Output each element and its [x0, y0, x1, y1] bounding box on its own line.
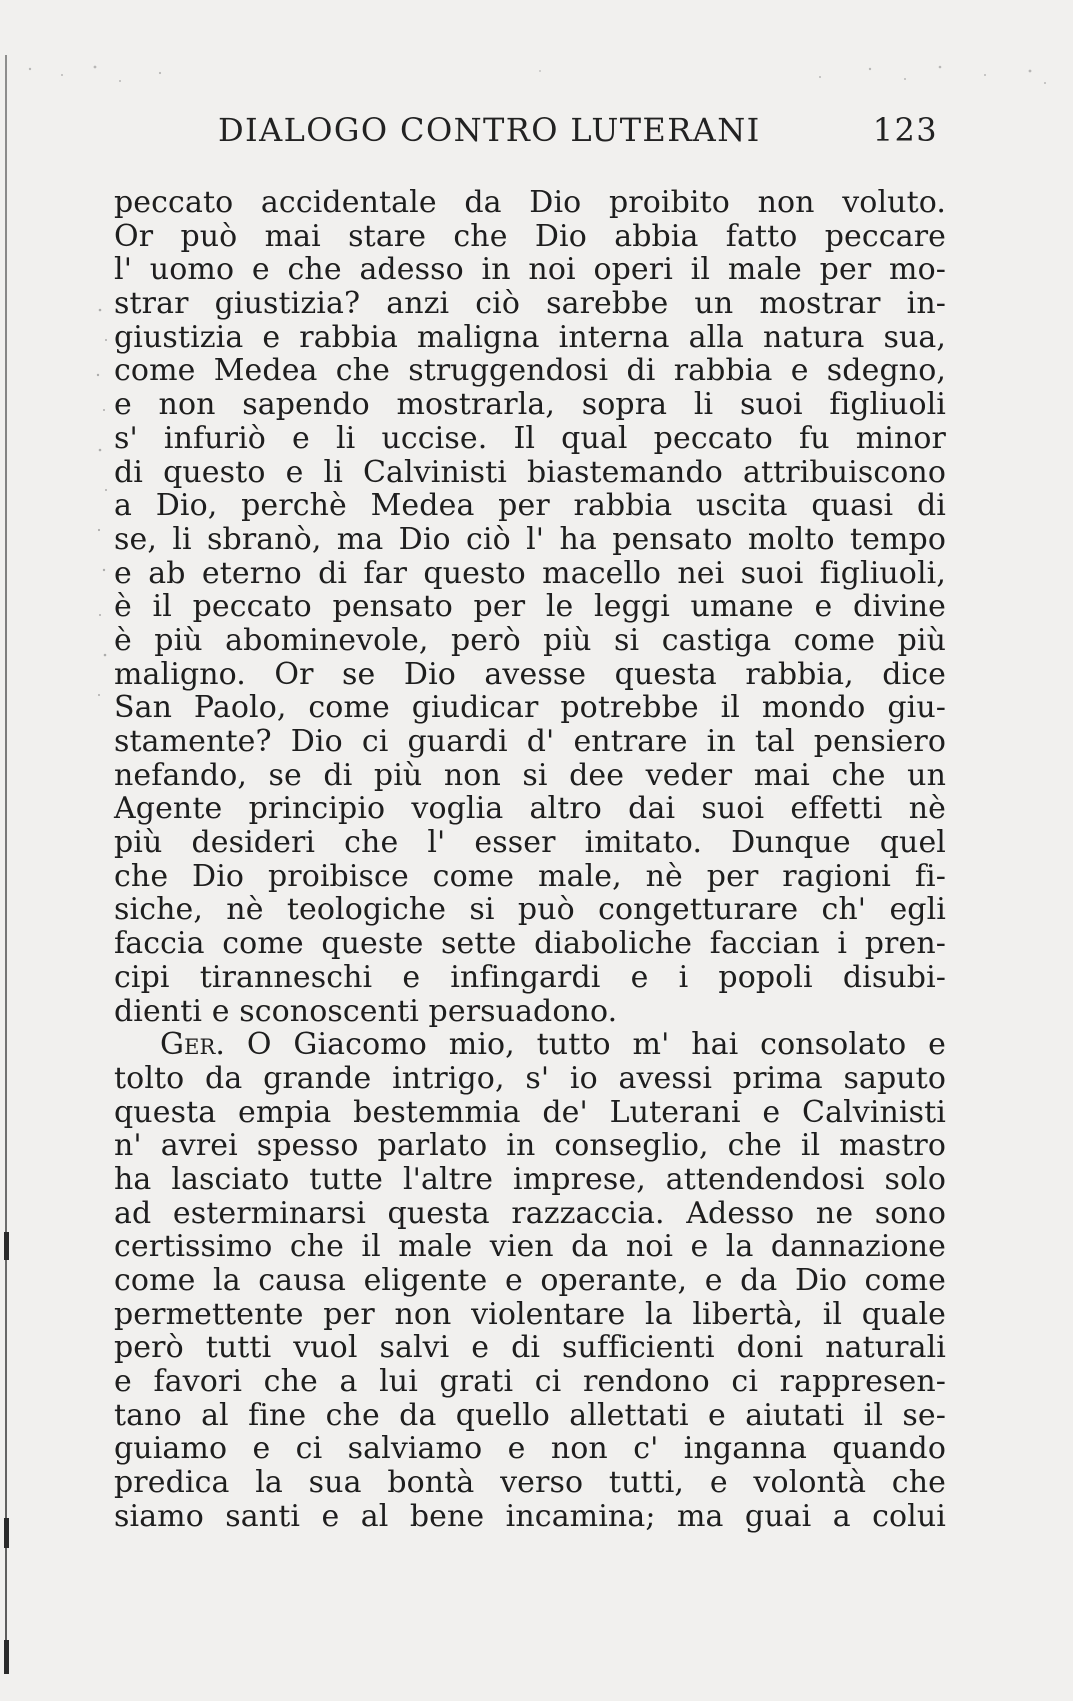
- text-line: n' avrei spesso parlato in conseglio, che il mastro: [114, 1128, 946, 1164]
- paragraph-2: [114, 1028, 946, 1533]
- text-line: questa empia bestemmia de' Luterani e Calvinisti: [114, 1094, 946, 1130]
- text-line: nefando, se di più non si dee veder mai che un: [114, 757, 946, 793]
- speaker-line-text: O Giacomo mio, tutto m' hai consolato e: [246, 1027, 947, 1063]
- edge-ink-mark: [4, 1640, 9, 1674]
- text-line: peccato accidentale da Dio proibito non voluto.: [114, 185, 946, 220]
- text-line: è più abominevole, però più si castiga come più: [114, 622, 946, 658]
- text-line: Or può mai stare che Dio abbia fatto peccare: [114, 218, 946, 254]
- speaker-label: Ger.: [160, 1027, 226, 1063]
- text-line: guiamo e ci salviamo e non c' inganna quando: [114, 1431, 946, 1467]
- speaker-line: [114, 1028, 946, 1062]
- gutter-speckles: [94, 300, 116, 720]
- text-line: se, li sbranò, ma Dio ciò l' ha pensato molto tempo: [114, 521, 946, 557]
- paragraph-1: [114, 186, 946, 1028]
- text-line: tano al fine che da quello allettati e aiutati il se-: [114, 1397, 946, 1433]
- text-line: dienti e sconoscenti persuadono.: [114, 993, 618, 1029]
- text-line: e non sapendo mostrarla, sopra li suoi figliuoli: [114, 387, 946, 423]
- text-line: faccia come queste sette diaboliche faccian i pren-: [114, 926, 946, 962]
- text-line: a Dio, perchè Medea per rabbia uscita quasi di: [114, 488, 946, 524]
- text-line: che Dio proibisce come male, nè per ragioni fi-: [114, 858, 946, 894]
- text-line: più desideri che l' esser imitato. Dunque quel: [114, 825, 946, 861]
- text-line: come Medea che struggendosi di rabbia e sdegno,: [114, 353, 946, 389]
- text-line: ad esterminarsi questa razzaccia. Adesso ne sono: [114, 1195, 946, 1231]
- text-line: e ab eterno di far questo macello nei suoi figliuoli,: [114, 555, 946, 591]
- text-line: è il peccato pensato per le leggi umane e divine: [114, 589, 946, 625]
- text-line: cipi tiranneschi e infingardi e i popoli disubi-: [114, 959, 946, 995]
- text-line: strar giustizia? anzi ciò sarebbe un mostrar in-: [114, 286, 946, 322]
- edge-ink-mark: [4, 1232, 9, 1260]
- text-line: certissimo che il male vien da noi e la dannazione: [114, 1229, 946, 1265]
- text-line: tolto da grande intrigo, s' io avessi prima saputo: [114, 1060, 946, 1096]
- running-header: [218, 111, 938, 149]
- page-left-edge: [5, 55, 7, 1665]
- text-line: predica la sua bontà verso tutti, e volontà che: [114, 1465, 946, 1501]
- running-title: DIALOGO CONTRO LUTERANI: [218, 111, 761, 149]
- text-line: siamo santi e al bene incamina; ma guai a colui: [114, 1498, 946, 1534]
- text-line: però tutti vuol salvi e di sufficienti doni naturali: [114, 1330, 946, 1366]
- page-number: 123: [872, 111, 938, 149]
- text-line: stamente? Dio ci guardi d' entrare in tal pensiero: [114, 724, 946, 759]
- text-line: e favori che a lui grati ci rendono ci rappresen-: [114, 1364, 946, 1400]
- text-line: giustizia e rabbia maligna interna alla natura sua,: [114, 319, 946, 355]
- text-line: ha lasciato tutte l'altre imprese, attendendosi solo: [114, 1161, 946, 1197]
- body-text: [114, 186, 946, 1534]
- text-line: s' infuriò e li uccise. Il qual peccato fu minor: [114, 420, 946, 456]
- text-line: come la causa eligente e operante, e da Dio come: [114, 1263, 946, 1298]
- text-line: di questo e li Calvinisti biastemando attribuiscono: [114, 454, 946, 490]
- text-line: permettente per non violentare la libertà, il quale: [114, 1296, 946, 1332]
- scan-speckles: [0, 55, 1060, 90]
- text-line: siche, nè teologiche si può congetturare ch' egli: [114, 892, 946, 928]
- edge-ink-mark: [4, 1518, 9, 1548]
- text-line: maligno. Or se Dio avesse questa rabbia, dice: [114, 656, 946, 692]
- text-line: l' uomo e che adesso in noi operi il male per mo-: [114, 252, 946, 288]
- text-line: Agente principio voglia altro dai suoi effetti nè: [114, 791, 946, 827]
- text-line: San Paolo, come giudicar potrebbe il mondo giu-: [114, 690, 946, 726]
